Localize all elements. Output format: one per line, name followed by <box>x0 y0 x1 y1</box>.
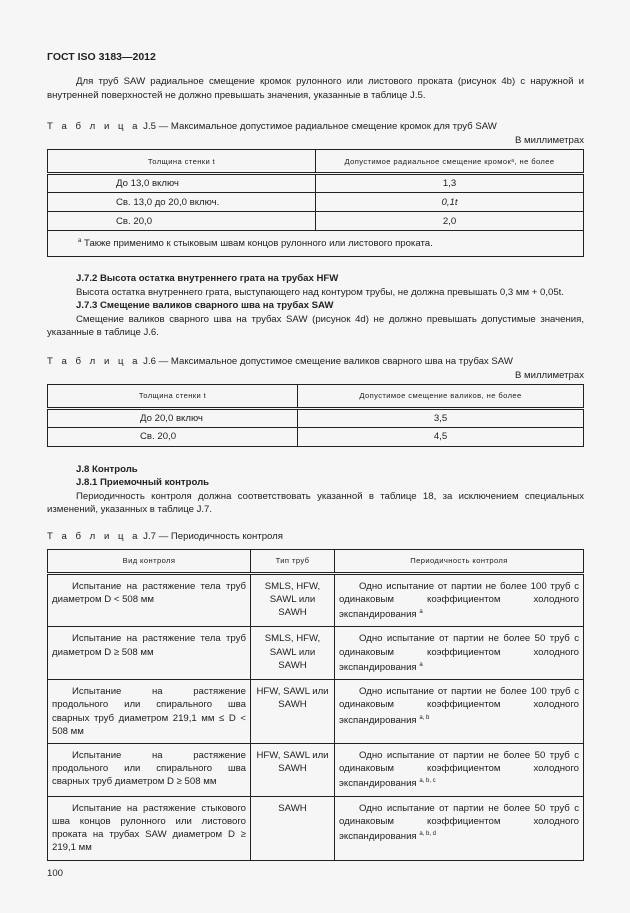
column-header: Толщина стенки t <box>48 150 316 174</box>
table-j7 <box>47 549 584 861</box>
paragraph: Смещение валиков сварного шва на трубах SAW (рисунок 4d) не должно превышать допустимые значения, указанные в таблице J.6. <box>47 313 584 338</box>
table-footnote <box>48 231 584 257</box>
cell: До 13,0 включ <box>48 174 316 193</box>
document-header: ГОСТ ISO 3183—2012 <box>47 51 156 63</box>
cell: SMLS, HFW, SAWL или SAWH <box>251 627 335 680</box>
page-number: 100 <box>47 867 64 879</box>
table-row <box>48 627 584 680</box>
section-heading: J.8.1 Приемочный контроль <box>76 477 210 488</box>
caption-prefix: Т а б л и ц а <box>47 530 141 542</box>
cell: До 20,0 включ <box>48 408 298 427</box>
units-label: В миллиметрах <box>514 135 584 146</box>
cell: HFW, SAWL или SAWH <box>251 743 335 796</box>
table-j5 <box>47 149 584 257</box>
table-row <box>48 212 584 231</box>
cell: Св. 20,0 <box>48 212 316 231</box>
footnote-mark: a, b <box>419 714 430 721</box>
table-caption <box>47 355 584 368</box>
footnote-mark: a <box>78 237 82 244</box>
footnote-mark: a, b, d <box>419 831 436 838</box>
section-heading: J.7.2 Высота остатка внутреннего грата на трубах HFW <box>76 273 339 284</box>
paragraph: Периодичность контроля должна соответствовать указанной в таблице 18, за исключением специальных изменений, указанных в таблице J.7. <box>47 490 584 515</box>
cell: Св. 13,0 до 20,0 включ. <box>48 193 316 212</box>
column-header: Допустимое смещение валиков, не более <box>298 384 584 408</box>
cell: 2,0 <box>316 212 584 231</box>
footnote-mark: a <box>419 608 423 615</box>
caption-prefix: Т а б л и ц а <box>47 355 141 367</box>
caption-text: J.5 — Максимальное допустимое радиальное смещение кромок для труб SAW <box>143 121 497 132</box>
cell: 4,5 <box>298 427 584 446</box>
cell: Испытание на растяжение тела труб диаметром D < 508 мм <box>48 573 251 627</box>
cell: Испытание на растяжение тела труб диаметром D ≥ 508 мм <box>48 627 251 680</box>
footnote-mark: a, b, c <box>419 778 436 785</box>
table-row <box>48 408 584 427</box>
cell: Св. 20,0 <box>48 427 298 446</box>
cell: Одно испытание от партии не более 100 труб с одинаковым коэффициентом холодного экспандирования <box>339 580 579 621</box>
column-header: Вид контроля <box>48 549 251 573</box>
column-header: Периодичность контроля <box>335 549 584 573</box>
cell: Одно испытание от партии не более 50 труб с одинаковым коэффициентом холодного экспандирования <box>339 633 579 673</box>
footnote-mark: a <box>419 661 423 668</box>
column-header: Толщина стенки t <box>48 384 298 408</box>
page-content <box>47 0 584 900</box>
cell: Одно испытание от партии не более 50 труб с одинаковым коэффициентом холодного экспандирования <box>339 802 579 843</box>
paragraph: Высота остатка внутреннего грата, выступающего над контуром трубы, не должна превышать 0,3 мм + 0,05t. <box>76 286 564 298</box>
table-row <box>48 796 584 860</box>
cell: Испытание на растяжение стыкового шва концов рулонного или листового проката на трубах SAW диаметром D ≥ 219,1 мм <box>48 796 251 860</box>
cell: 1,3 <box>316 174 584 193</box>
caption-prefix: Т а б л и ц а <box>47 121 141 132</box>
cell: SAWH <box>251 796 335 860</box>
cell: Испытание на растяжение продольного или спирального шва сварных труб диаметром 219,1 мм ≤ D < 508 мм <box>48 680 251 744</box>
table-row <box>48 427 584 446</box>
units-label: В миллиметрах <box>514 369 584 381</box>
table-row <box>48 573 584 627</box>
section-heading: J.7.3 Смещение валиков сварного шва на трубах SAW <box>76 300 334 311</box>
table-caption <box>47 120 584 133</box>
table-row <box>48 743 584 796</box>
cell: HFW, SAWL или SAWH <box>251 680 335 744</box>
cell: SMLS, HFW, SAWL или SAWH <box>251 573 335 627</box>
paragraph: Для труб SAW радиальное смещение кромок рулонного или листового проката (рисунок 4b) с наружной и внутренней поверхностей не должно превышать значения, указанные в таблице J.5. <box>47 76 584 101</box>
cell: 3,5 <box>298 408 584 427</box>
section-heading: J.8 Контроль <box>76 463 138 475</box>
table-row <box>48 174 584 193</box>
column-header: Тип труб <box>251 549 335 573</box>
cell: Испытание на растяжение продольного или спирального шва сварных труб диаметром D ≥ 508 мм <box>48 743 251 796</box>
footnote-text: Также применимо к стыковым швам концов рулонного или листового проката. <box>84 238 433 250</box>
caption-text: J.6 — Максимальное допустимое смещение валиков сварного шва на трубах SAW <box>143 355 513 367</box>
table-row <box>48 680 584 744</box>
table-j6 <box>47 384 584 447</box>
caption-text: J.7 — Периодичность контроля <box>143 530 283 542</box>
table-caption <box>47 530 584 543</box>
cell: 0,1t <box>316 193 584 212</box>
cell: Одно испытание от партии не более 50 труб с одинаковым коэффициентом холодного экспандирования <box>339 749 579 790</box>
column-header: Допустимое радиальное смещение кромокᵃ, не более <box>316 150 584 174</box>
table-row <box>48 193 584 212</box>
cell: Одно испытание от партии не более 100 труб с одинаковым коэффициентом холодного экспандирования <box>339 686 579 726</box>
